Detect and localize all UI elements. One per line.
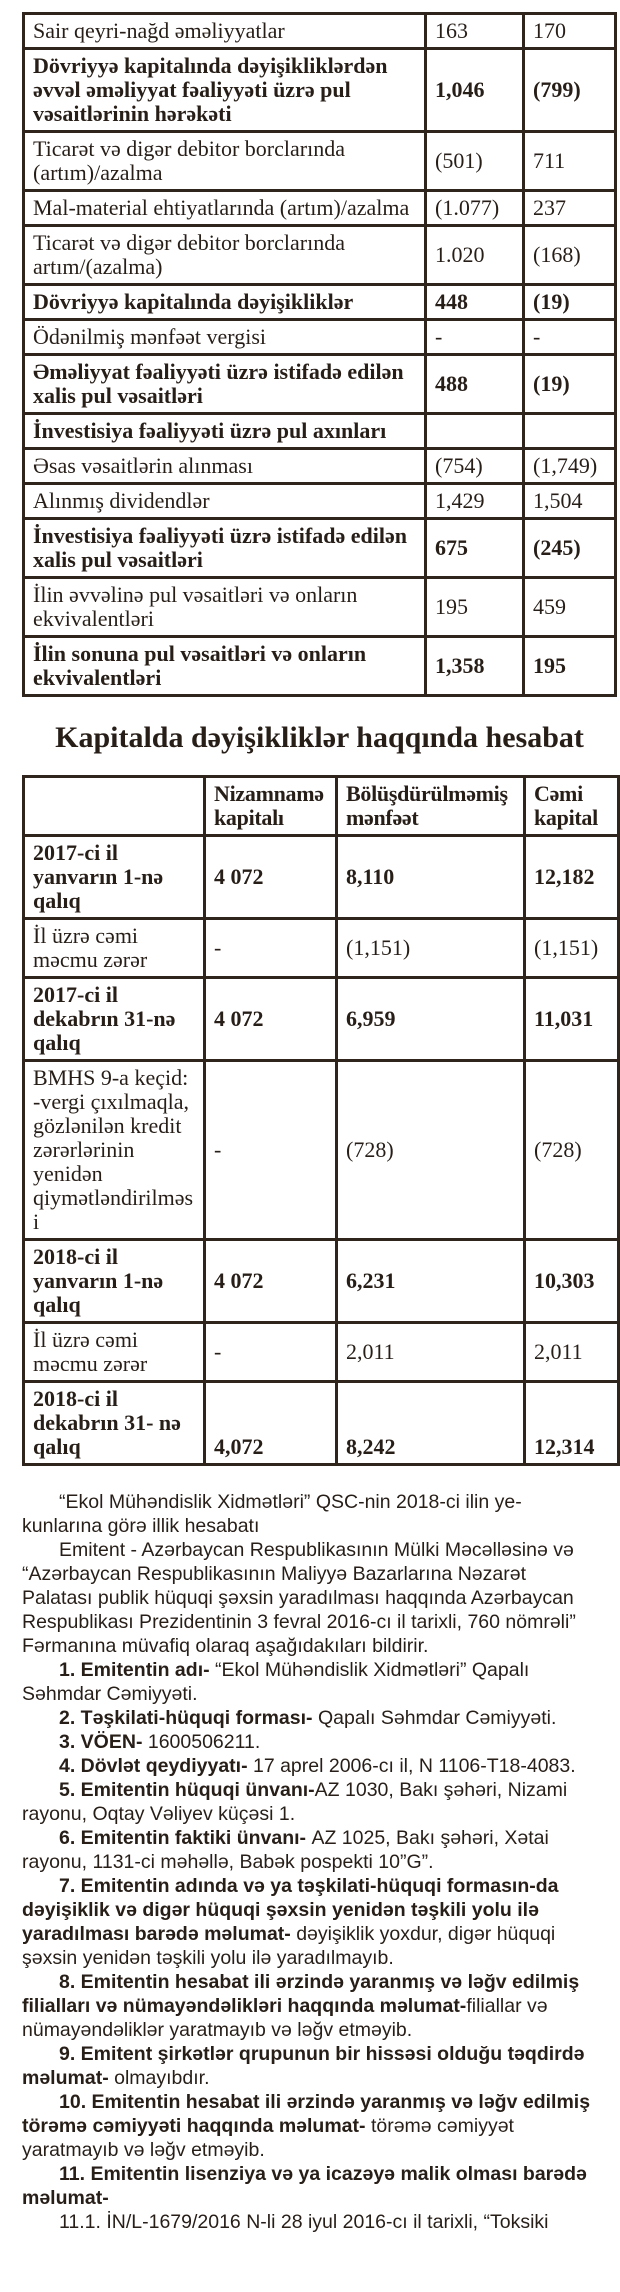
report-bold-text: 3. VÖEN- (59, 1731, 148, 1753)
row-value-total-capital: (728) (525, 1061, 619, 1240)
row-value-total-capital: 2,011 (525, 1323, 619, 1382)
report-text-block (22, 1490, 598, 2234)
row-value-col1: 195 (426, 578, 524, 637)
table-row (24, 320, 616, 355)
row-value-col2 (524, 414, 616, 449)
table-row (24, 132, 616, 191)
table-row (24, 978, 619, 1061)
report-paragraph (22, 1970, 598, 2042)
row-label: Ticarət və digər debitor borclarında artım/(azalma) (24, 226, 426, 285)
row-value-col2: (1,749) (524, 449, 616, 484)
row-value-retained-earnings: (728) (337, 1061, 525, 1240)
report-paragraph (22, 1490, 598, 1538)
report-plain-text: 17 aprel 2006-cı il, N 1106-T18-4083. (252, 1755, 576, 1777)
equity-header-retained-earnings: Bölüşdürülməmiş mənfəət (337, 777, 525, 836)
row-value-col1: 1,358 (426, 637, 524, 696)
table-row (24, 1061, 619, 1240)
row-value-retained-earnings: 8,110 (337, 836, 525, 919)
report-paragraph (22, 1658, 598, 1706)
table-row (24, 226, 616, 285)
row-value-col2: (799) (524, 49, 616, 132)
row-value-charter-capital: - (205, 1323, 337, 1382)
row-value-total-capital: 11,031 (525, 978, 619, 1061)
report-bold-text: 4. Dövlət qeydiyyatı- (59, 1755, 253, 1777)
report-paragraph (22, 1754, 598, 1778)
report-paragraph (22, 2042, 598, 2090)
row-value-col1 (426, 414, 524, 449)
row-label: Dövriyyə kapitalında dəyişikliklərdən əvvəl əməliyyat fəaliyyəti üzrə pul vəsaitlərinin hərəkəti (24, 49, 426, 132)
report-bold-text: 9. Emitent şirkətlər qrupunun bir hissəsi olduğu təqdirdə məlumat- (22, 2043, 585, 2089)
row-label: İlin sonuna pul vəsaitləri və onların ekvivalentləri (24, 637, 426, 696)
row-value-col1: (501) (426, 132, 524, 191)
row-value-retained-earnings: 6,231 (337, 1240, 525, 1323)
report-bold-text: 7. Emitentin adında və ya təşkilati-hüquqi formasın-da dəyişiklik və digər hüquqi şəxsin yenidən təşkili yolu ilə yaradılması barədə məlumat- (22, 1875, 559, 1945)
row-value-col1: 488 (426, 355, 524, 414)
table-row (24, 919, 619, 978)
equity-statement-title: Kapitalda dəyişikliklər haqqında hesabat (55, 721, 584, 754)
table-row (24, 484, 616, 519)
row-label: İnvestisiya fəaliyyəti üzrə pul axınları (24, 414, 426, 449)
row-value-col2: (245) (524, 519, 616, 578)
row-value-charter-capital: 4 072 (205, 836, 337, 919)
row-label: İl üzrə cəmi məcmu zərər (24, 919, 205, 978)
table-row (24, 285, 616, 320)
report-paragraph (22, 1538, 598, 1658)
row-value-charter-capital: 4,072 (205, 1382, 337, 1465)
row-label: İl üzrə cəmi məcmu zərər (24, 1323, 205, 1382)
report-paragraph (22, 2090, 598, 2162)
row-value-retained-earnings: 6,959 (337, 978, 525, 1061)
row-value-retained-earnings: 8,242 (337, 1382, 525, 1465)
table-row (24, 355, 616, 414)
row-label: Ödənilmiş mənfəət vergisi (24, 320, 426, 355)
row-value-col2: 459 (524, 578, 616, 637)
row-value-col1: - (426, 320, 524, 355)
row-value-col2: (168) (524, 226, 616, 285)
row-value-charter-capital: 4 072 (205, 978, 337, 1061)
report-bold-text: 10. Emitentin hesabat ili ərzində yaranmış və ləğv edilmiş törəmə cəmiyyəti haqqında məlumat- (22, 2091, 591, 2137)
report-bold-text: 2. Təşkilati-hüquqi forması- (59, 1707, 318, 1729)
report-plain-text: 11.1. İN/L-1679/2016 N-li 28 iyul 2016-cı il tarixli, “Toksiki (59, 2211, 549, 2233)
equity-header-total-capital: Cəmi kapital (525, 777, 619, 836)
report-paragraph (22, 2210, 598, 2234)
table-row (24, 1240, 619, 1323)
report-plain-text: dəyişiklik yoxdur, digər hüquqi şəxsin yenidən təşkili yolu ilə yaradılmayıb. (22, 1923, 556, 1969)
row-value-col1: 448 (426, 285, 524, 320)
row-value-col2: (19) (524, 285, 616, 320)
row-label: Mal-material ehtiyatlarında (artım)/azalma (24, 191, 426, 226)
row-value-col1: 163 (426, 14, 524, 49)
row-value-total-capital: 12,314 (525, 1382, 619, 1465)
row-label: İnvestisiya fəaliyyəti üzrə istifadə edilən xalis pul vəsaitləri (24, 519, 426, 578)
row-label: Ticarət və digər debitor borclarında (artım)/azalma (24, 132, 426, 191)
equity-table-body (24, 836, 619, 1465)
row-label: BMHS 9-a keçid: -vergi çıxılmaqla, gözlənilən kredit zərərlərinin yenidən qiymətləndirilməsi (24, 1061, 205, 1240)
row-label: Dövriyyə kapitalında dəyişikliklər (24, 285, 426, 320)
row-value-col2: 1,504 (524, 484, 616, 519)
report-paragraph (22, 1706, 598, 1730)
row-value-col2: (19) (524, 355, 616, 414)
report-plain-text: AZ 1030, Bakı şəhəri, Nizami rayonu, Oqtay Vəliyev küçəsi 1. (22, 1779, 568, 1825)
report-bold-text: 1. Emitentin adı- (59, 1659, 216, 1681)
report-plain-text: filiallar və nümayəndəliklər yaratmayıb və ləğv etməyib. (22, 1995, 548, 2041)
equity-header-charter-capital: Nizamnamə kapitalı (205, 777, 337, 836)
table-row (24, 191, 616, 226)
table-row (24, 637, 616, 696)
equity-header-row (24, 777, 619, 836)
report-plain-text: “Ekol Mühəndislik Xidmətləri” QSC-nin 2018-ci ilin ye-kunlarına görə illik hesabatı (22, 1491, 522, 1537)
row-label: 2018-ci il dekabrın 31- nə qalıq (24, 1382, 205, 1465)
report-paragraph (22, 1730, 598, 1754)
row-value-col2: 237 (524, 191, 616, 226)
table-row (24, 836, 619, 919)
cashflow-table (22, 12, 617, 697)
row-value-col2: 711 (524, 132, 616, 191)
row-value-col1: 675 (426, 519, 524, 578)
row-value-col1: 1.020 (426, 226, 524, 285)
report-paragraph (22, 2162, 598, 2210)
report-bold-text: 6. Emitentin faktiki ünvanı- (59, 1827, 312, 1849)
row-label: Əməliyyat fəaliyyəti üzrə istifadə edilən xalis pul vəsaitləri (24, 355, 426, 414)
table-row (24, 1323, 619, 1382)
row-value-col1: 1,046 (426, 49, 524, 132)
row-label: 2017-ci il yanvarın 1-nə qalıq (24, 836, 205, 919)
table-row (24, 14, 616, 49)
row-value-retained-earnings: 2,011 (337, 1323, 525, 1382)
row-value-col1: (1.077) (426, 191, 524, 226)
row-value-col2: - (524, 320, 616, 355)
table-row (24, 1382, 619, 1465)
report-paragraph (22, 1826, 598, 1874)
row-label: 2018-ci il yanvarın 1-nə qalıq (24, 1240, 205, 1323)
row-label: İlin əvvəlinə pul vəsaitləri və onların ekvivalentləri (24, 578, 426, 637)
row-value-col1: (754) (426, 449, 524, 484)
table-row (24, 449, 616, 484)
row-label: 2017-ci il dekabrın 31-nə qalıq (24, 978, 205, 1061)
table-row (24, 578, 616, 637)
report-plain-text: Qapalı Səhmdar Cəmiyyəti. (317, 1707, 557, 1729)
report-bold-text: 11. Emitentin lisenziya və ya icazəyə malik olması barədə məlumat- (22, 2163, 587, 2209)
report-plain-text: törəmə cəmiyyət yaratmayıb və ləğv etməyib. (22, 2115, 514, 2161)
row-label: Alınmış dividendlər (24, 484, 426, 519)
row-value-charter-capital: 4 072 (205, 1240, 337, 1323)
table-row (24, 414, 616, 449)
table-row (24, 519, 616, 578)
row-value-col1: 1,429 (426, 484, 524, 519)
report-bold-text: 8. Emitentin hesabat ili ərzində yaranmış və ləğv edilmiş filialları və nümayəndəlikləri haqqında məlumat- (22, 1971, 580, 2017)
row-value-retained-earnings: (1,151) (337, 919, 525, 978)
row-value-charter-capital: - (205, 1061, 337, 1240)
row-value-total-capital: 12,182 (525, 836, 619, 919)
table-row (24, 49, 616, 132)
row-label: Sair qeyri-nağd əməliyyatlar (24, 14, 426, 49)
row-value-col2: 170 (524, 14, 616, 49)
report-paragraph (22, 1874, 598, 1970)
cashflow-table-body (24, 14, 616, 696)
report-plain-text: “Ekol Mühəndislik Xidmətləri” Qapalı Səhmdar Cəmiyyəti. (22, 1659, 530, 1705)
report-bold-text: 5. Emitentin hüquqi ünvanı- (59, 1779, 315, 1801)
equity-table (22, 775, 620, 1466)
report-plain-text: AZ 1025, Bakı şəhəri, Xətai rayonu, 1131-ci məhəllə, Babək pospekti 10”G”. (22, 1827, 549, 1873)
report-paragraph (22, 1778, 598, 1826)
row-value-total-capital: (1,151) (525, 919, 619, 978)
report-plain-text: 1600506211. (147, 1731, 261, 1753)
report-plain-text: olmayıbdır. (114, 2067, 210, 2089)
row-value-charter-capital: - (205, 919, 337, 978)
row-label: Əsas vəsaitlərin alınması (24, 449, 426, 484)
equity-header-empty (24, 777, 205, 836)
row-value-col2: 195 (524, 637, 616, 696)
report-plain-text: Emitent - Azərbaycan Respublikasının Mülki Məcəlləsinə və “Azərbaycan Respublikasının Maliyyə Bazarlarına Nəzarət Palatası publik hüquqi şəxsin yaradılması haqqında Azərbaycan Respublikası Prezidentinin 3 fevral 2016-cı il tarixli, 760 nömrəli” Fərmanına müvafiq olaraq aşağıdakıları bildirir. (22, 1539, 576, 1657)
row-value-total-capital: 10,303 (525, 1240, 619, 1323)
